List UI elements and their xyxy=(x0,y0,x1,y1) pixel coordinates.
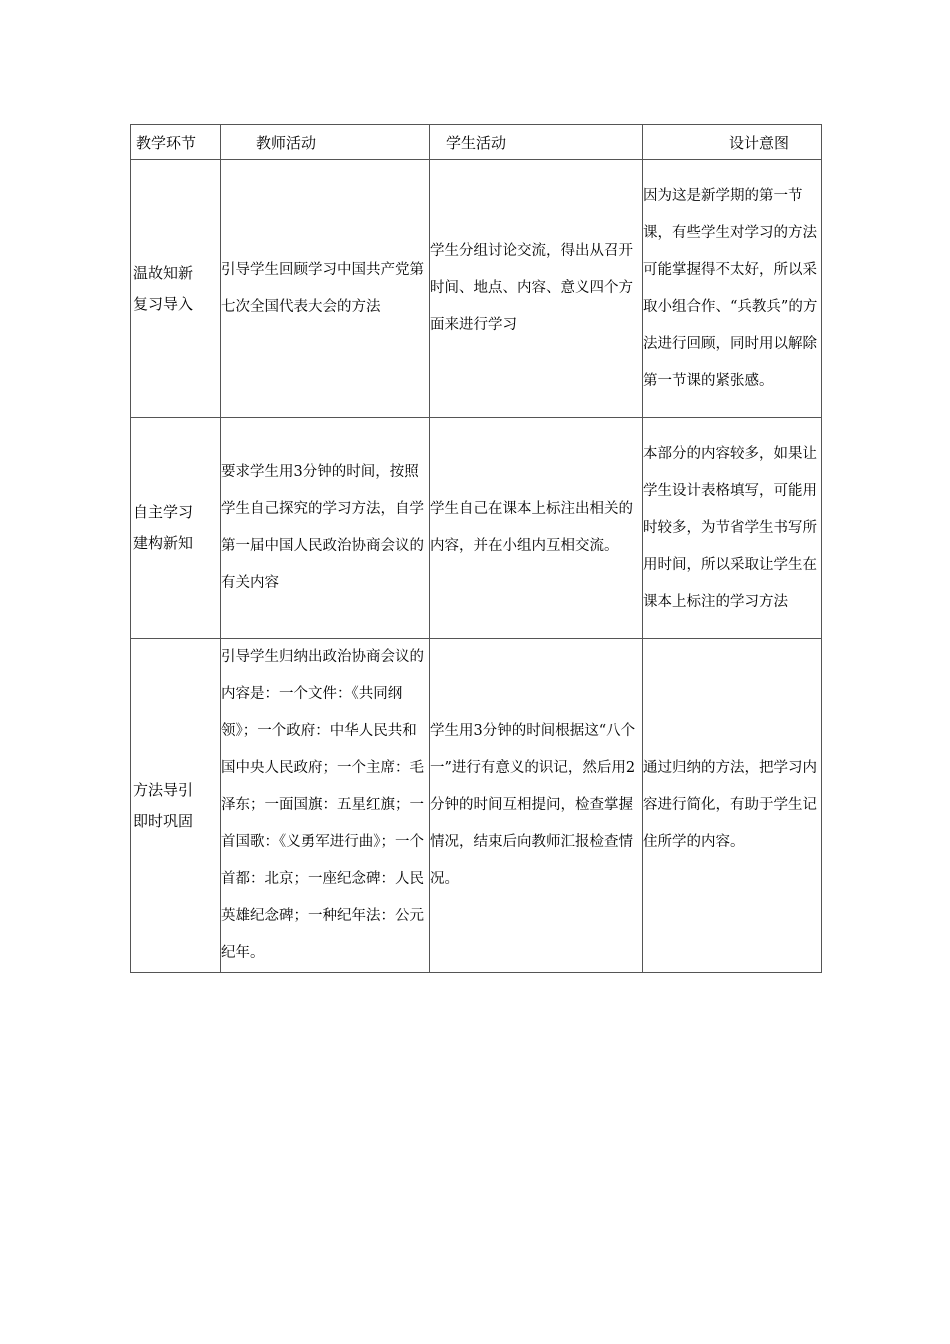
table-row xyxy=(131,639,822,973)
student-activity-cell: 学生用3分钟的时间根据这“八个一”进行有意义的识记，然后用2分钟的时间互相提问，检查掌握情况，结束后向教师汇报检查情况。 xyxy=(430,639,643,973)
header-row xyxy=(131,125,822,160)
table-row xyxy=(131,418,822,639)
stage-line: 建构新知 xyxy=(133,534,194,552)
stage-line: 自主学习 xyxy=(133,503,194,521)
header-stage: 教学环节 xyxy=(131,125,221,160)
design-intent-cell: 本部分的内容较多，如果让学生设计表格填写，可能用时较多，为节省学生书写所用时间，所以采取让学生在课本上标注的学习方法 xyxy=(643,418,822,639)
design-intent-cell: 通过归纳的方法，把学习内容进行简化，有助于学生记住所学的内容。 xyxy=(643,639,822,973)
header-teacher-activity: 教师活动 xyxy=(221,125,430,160)
header-student-activity: 学生活动 xyxy=(430,125,643,160)
teacher-activity-cell: 引导学生回顾学习中国共产党第七次全国代表大会的方法 xyxy=(221,160,430,418)
stage-cell xyxy=(131,418,221,639)
header-design-intent: 设计意图 xyxy=(643,125,822,160)
teacher-activity-cell: 要求学生用3分钟的时间，按照学生自己探究的学习方法，自学第一届中国人民政治协商会议的有关内容 xyxy=(221,418,430,639)
stage-line: 方法导引 xyxy=(133,780,194,799)
stage-cell xyxy=(131,639,221,973)
stage-line: 即时巩固 xyxy=(133,811,194,830)
teacher-activity-cell: 引导学生归纳出政治协商会议的内容是：一个文件：《共同纲领》；一个政府：中华人民共和国中央人民政府；一个主席：毛泽东；一面国旗：五星红旗；一首国歌：《义勇军进行曲》；一个首都：北京；一座纪念碑：人民英雄纪念碑；一种纪年法：公元纪年。 xyxy=(221,639,430,973)
student-activity-cell: 学生分组讨论交流，得出从召开时间、地点、内容、意义四个方面来进行学习 xyxy=(430,160,643,418)
stage-line: 复习导入 xyxy=(133,294,194,313)
student-activity-cell: 学生自己在课本上标注出相关的内容，并在小组内互相交流。 xyxy=(430,418,643,639)
design-intent-cell: 因为这是新学期的第一节课，有些学生对学习的方法可能掌握得不太好，所以采取小组合作、“兵教兵”的方法进行回顾，同时用以解除第一节课的紧张感。 xyxy=(643,160,822,418)
stage-line: 温故知新 xyxy=(133,263,194,282)
lesson-plan-table xyxy=(130,124,822,973)
stage-cell xyxy=(131,160,221,418)
table-row xyxy=(131,160,822,418)
